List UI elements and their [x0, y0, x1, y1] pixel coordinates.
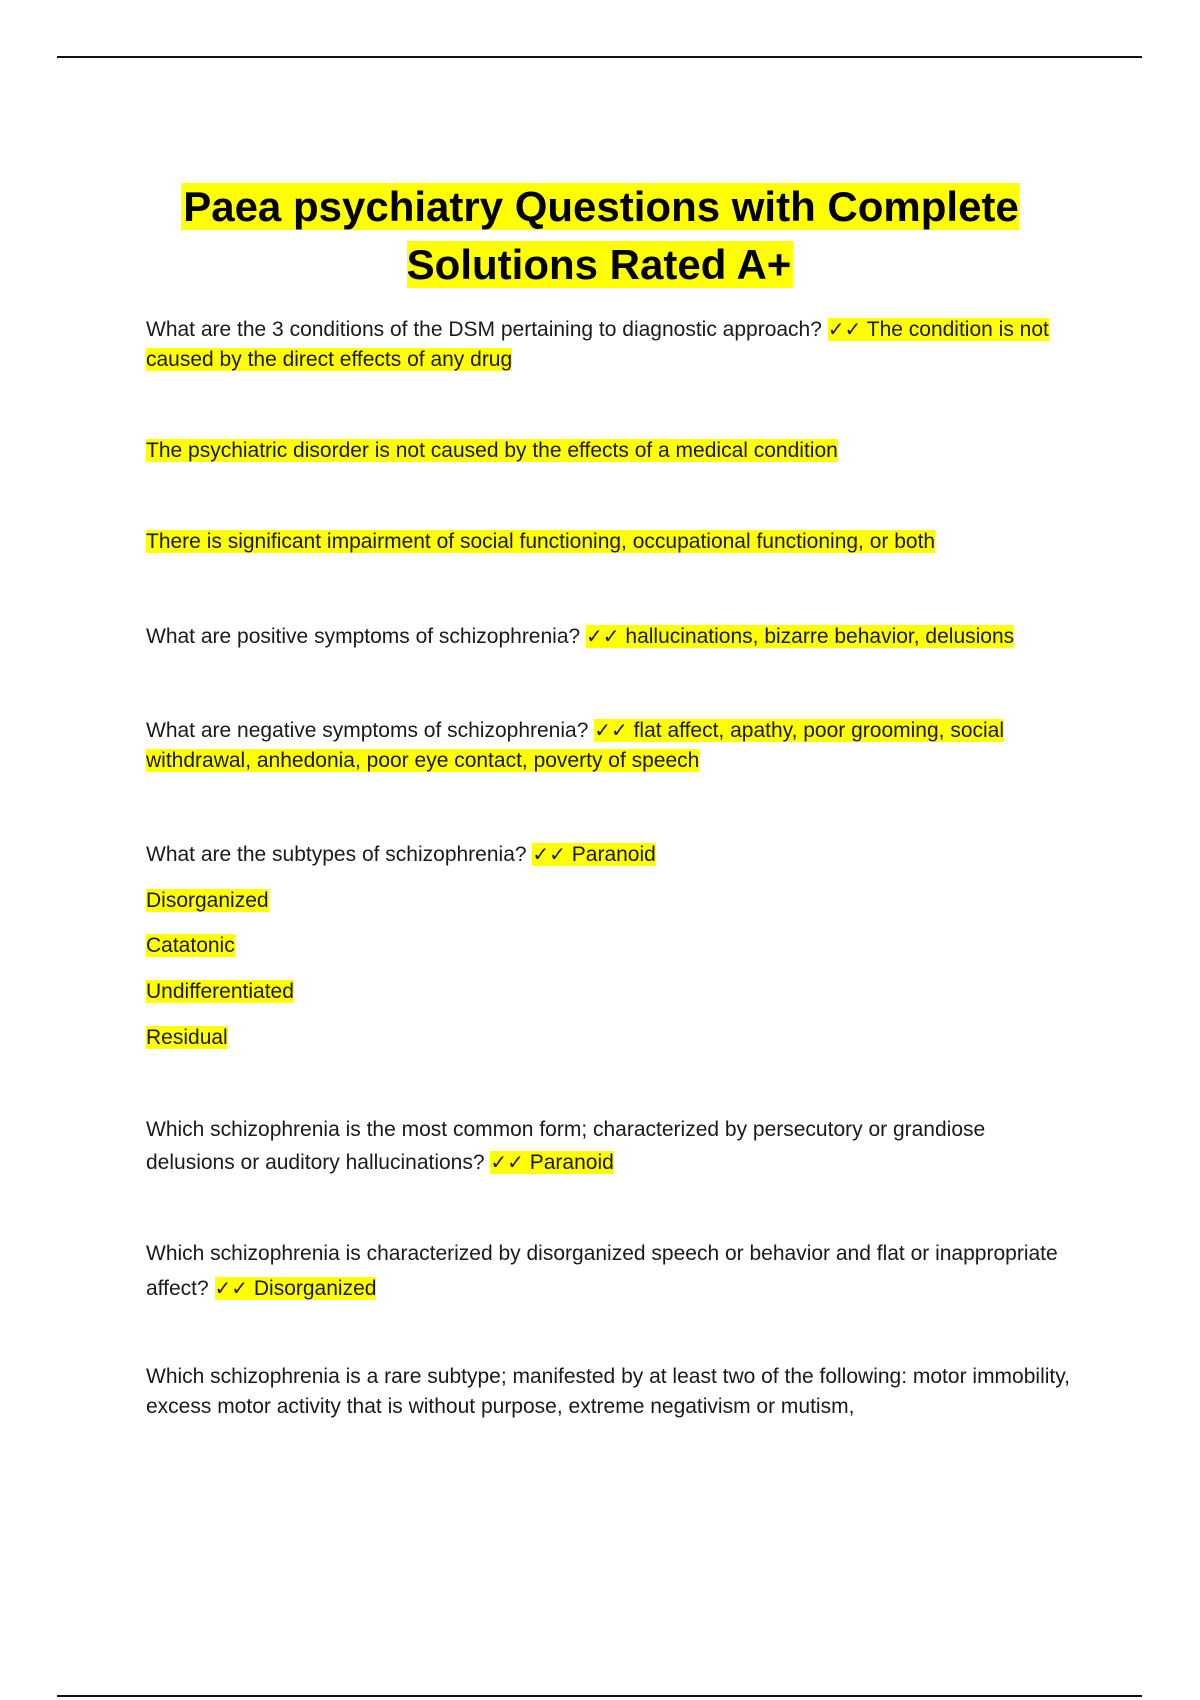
page-title-text: Paea psychiatry Questions with Complete Solutions Rated A+	[183, 183, 1019, 288]
answer-line	[146, 527, 1076, 557]
answer-text: Paranoid	[571, 843, 656, 866]
qa-item	[146, 1114, 1076, 1179]
check-icon: ✓✓	[586, 624, 620, 648]
qa-item	[146, 839, 1076, 870]
qa-item	[146, 621, 1076, 652]
check-icon: ✓✓	[594, 718, 628, 742]
answer-text: The condition is not caused by the direct effects of any drug	[146, 318, 1049, 371]
answer-text: Disorganized	[146, 889, 269, 912]
list-item	[146, 886, 1076, 916]
question-text: What are positive symptoms of schizophrenia?	[146, 625, 581, 648]
qa-item	[146, 1362, 1076, 1422]
list-item	[146, 1023, 1076, 1053]
answer-text: Catatonic	[146, 934, 235, 957]
answer-text: Undifferentiated	[146, 980, 294, 1003]
top-rule	[57, 56, 1142, 58]
check-icon: ✓✓	[827, 317, 862, 341]
answer-text: Paranoid	[529, 1151, 614, 1174]
qa-item	[146, 715, 1076, 776]
answer-text: There is significant impairment of social functioning, occupational functioning, or both	[146, 530, 936, 553]
question-text: Which schizophrenia is a rare subtype; manifested by at least two of the following: motor immobility, excess motor activity that is without purpose, extreme negativism or mutism,	[146, 1365, 1071, 1418]
list-item	[146, 977, 1076, 1007]
qa-item	[146, 1237, 1076, 1306]
check-icon: ✓✓	[214, 1276, 249, 1300]
answer-line	[146, 436, 1076, 466]
bottom-rule	[57, 1695, 1142, 1697]
answer-text: Residual	[146, 1026, 228, 1049]
qa-item	[146, 314, 1076, 375]
question-text: Which schizophrenia is characterized by disorganized speech or behavior and flat or inappropriate affect?	[146, 1242, 1058, 1300]
page-title	[150, 178, 1050, 294]
question-text: What are negative symptoms of schizophrenia?	[146, 719, 589, 742]
answer-text: flat affect, apathy, poor grooming, social withdrawal, anhedonia, poor eye contact, poverty of speech	[146, 719, 1005, 772]
check-icon: ✓✓	[532, 842, 566, 866]
question-text: Which schizophrenia is the most common form; characterized by persecutory or grandiose delusions or auditory hallucinations?	[146, 1118, 986, 1174]
list-item	[146, 931, 1076, 961]
answer-text: The psychiatric disorder is not caused by the effects of a medical condition	[146, 439, 838, 462]
answer-text: Disorganized	[253, 1277, 377, 1300]
question-text: What are the subtypes of schizophrenia?	[146, 843, 527, 866]
question-text: What are the 3 conditions of the DSM pertaining to diagnostic approach?	[146, 318, 822, 341]
check-icon: ✓✓	[490, 1150, 524, 1174]
answer-text: hallucinations, bizarre behavior, delusions	[625, 625, 1015, 648]
